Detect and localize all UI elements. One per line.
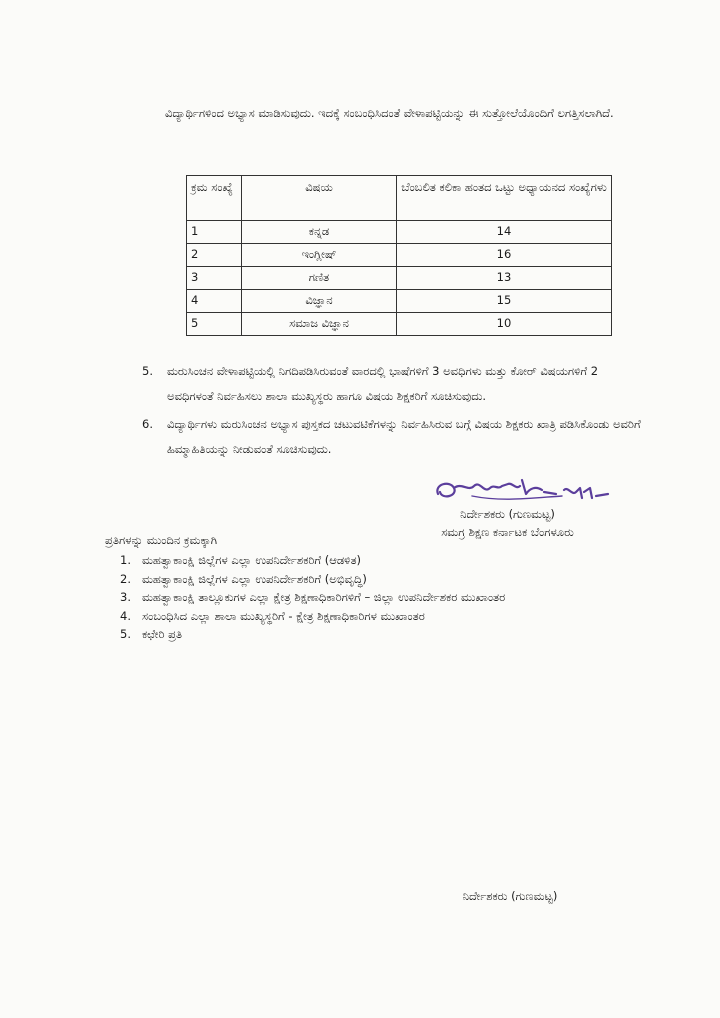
item-number: 5. xyxy=(142,364,153,378)
cell-chapters: 14 xyxy=(397,221,612,244)
cell-subject: ಕನ್ನಡ xyxy=(242,221,397,244)
cell-chapters: 10 xyxy=(397,313,612,336)
signatory-title: ನಿರ್ದೇಶಕರು (ಗುಣಮಟ್ಟ) xyxy=(460,507,555,521)
table-row xyxy=(187,267,612,290)
item-text: ಮಹತ್ವಾಕಾಂಕ್ಷಿ ತಾಲ್ಲೂಕುಗಳ ಎಲ್ಲಾ ಕ್ಷೇತ್ರ ಶಿಕ್ಷಣಾಧಿಕಾರಿಗಳಿಗೆ – ಜಿಲ್ಲಾ ಉಪನಿರ್ದೇಶಕರ ಮುಖಾಂತರ xyxy=(142,590,506,604)
handwritten-signature xyxy=(432,474,612,508)
item-number: 5. xyxy=(120,627,131,641)
cell-subject: ಸಮಾಜ ವಿಜ್ಞಾನ xyxy=(242,313,397,336)
table-row xyxy=(187,313,612,336)
table-row xyxy=(187,290,612,313)
subject-table xyxy=(186,175,612,336)
cell-chapters: 15 xyxy=(397,290,612,313)
list-item xyxy=(120,551,620,570)
cell-serial: 1 xyxy=(187,221,242,244)
list-item xyxy=(142,412,642,462)
list-item xyxy=(120,607,620,626)
item-number: 4. xyxy=(120,608,131,623)
item-text: ವಿದ್ಯಾರ್ಥಿಗಳು ಮರುಸಿಂಚನ ಅಭ್ಯಾಸ ಪುಸ್ತಕದ ಚಟುವಟಿಕೆಗಳನ್ನು ನಿರ್ವಹಿಸಿರುವ ಬಗ್ಗೆ ವಿಷಯ ಶಿಕ್ಷಕರು ಖಾತ್ರಿ ಪಡಿಸಿಕೊಂಡು ಅವರಿಗೆ ಹಿಮ್ಮಾಹಿತಿಯನ್ನು ನೀಡುವಂತೆ ಸೂಚಿಸುವುದು. xyxy=(167,417,641,456)
header-subject: ವಿಷಯ xyxy=(242,176,397,221)
footer-signatory: ನಿರ್ದೇಶಕರು (ಗುಣಮಟ್ಟ) xyxy=(462,889,558,903)
item-number: 3. xyxy=(120,590,131,604)
item-text: ಕಛೇರಿ ಪ್ರತಿ xyxy=(142,627,183,641)
item-text: ಸಂಬಂಧಿಸಿದ ಎಲ್ಲಾ ಶಾಲಾ ಮುಖ್ಯಸ್ಥರಿಗೆ - ಕ್ಷೇತ್ರ ಶಿಕ್ಷಣಾಧಿಕಾರಿಗಳ ಮುಖಾಂತರ xyxy=(142,608,425,623)
header-serial: ಕ್ರಮ ಸಂಖ್ಯೆ xyxy=(187,176,242,221)
item-number: 2. xyxy=(120,571,131,586)
copies-heading: ಪ್ರತಿಗಳನ್ನು ಮುಂದಿನ ಕ್ರಮಕ್ಕಾಗಿ xyxy=(105,533,218,547)
table-header-row xyxy=(187,176,612,221)
list-item xyxy=(120,570,620,589)
header-chapters: ಬೆಂಬಲಿತ ಕಲಿಕಾ ಹಂತದ ಒಟ್ಟು ಅಧ್ಯಾಯನದ ಸಂಖ್ಯೆಗಳು xyxy=(397,176,612,221)
list-item xyxy=(120,625,620,644)
cell-serial: 4 xyxy=(187,290,242,313)
item-text: ಮಹತ್ವಾಕಾಂಕ್ಷಿ ಜಿಲ್ಲೆಗಳ ಎಲ್ಲಾ ಉಪನಿರ್ದೇಶಕರಿಗೆ (ಅಭಿವೃದ್ಧಿ) xyxy=(142,571,367,586)
signatory-block xyxy=(420,505,595,541)
instruction-list xyxy=(142,359,642,465)
cell-chapters: 16 xyxy=(397,244,612,267)
table-row xyxy=(187,244,612,267)
cell-subject: ಇಂಗ್ಲೀಷ್ xyxy=(242,244,397,267)
intro-paragraph: ವಿದ್ಯಾರ್ಥಿಗಳಿಂದ ಅಭ್ಯಾಸ ಮಾಡಿಸುವುದು. ಇದಕ್ಕೆ ಸಂಬಂಧಿಸಿದಂತೆ ವೇಳಾಪಟ್ಟಿಯನ್ನು ಈ ಸುತ್ತೋಲೆಯೊಂದಿಗೆ ಲಗತ್ತಿಸಲಾಗಿದೆ. xyxy=(165,106,614,120)
cell-chapters: 13 xyxy=(397,267,612,290)
item-number: 1. xyxy=(120,553,131,567)
list-item xyxy=(142,359,642,409)
table-row xyxy=(187,221,612,244)
cell-subject: ವಿಜ್ಞಾನ xyxy=(242,290,397,313)
item-number: 6. xyxy=(142,417,153,431)
cell-serial: 2 xyxy=(187,244,242,267)
item-text: ಮಹತ್ವಾಕಾಂಕ್ಷಿ ಜಿಲ್ಲೆಗಳ ಎಲ್ಲಾ ಉಪನಿರ್ದೇಶಕರಿಗೆ (ಆಡಳಿತ) xyxy=(142,553,362,567)
cell-serial: 5 xyxy=(187,313,242,336)
cell-serial: 3 xyxy=(187,267,242,290)
cell-subject: ಗಣಿತ xyxy=(242,267,397,290)
item-text: ಮರುಸಿಂಚನ ವೇಳಾಪಟ್ಟಿಯಲ್ಲಿ ನಿಗದಿಪಡಿಸಿರುವಂತೆ ವಾರದಲ್ಲಿ ಭಾಷೆಗಳಿಗೆ 3 ಅವಧಿಗಳು ಮತ್ತು ಕೋರ್ ವಿಷಯಗಳಿಗೆ 2 ಅವಧಿಗಳಂತೆ ನಿರ್ವಹಿಸಲು ಶಾಲಾ ಮುಖ್ಯಸ್ಥರು ಹಾಗೂ ವಿಷಯ ಶಿಕ್ಷಕರಿಗೆ ಸೂಚಿಸುವುದು. xyxy=(167,364,599,403)
copies-list xyxy=(120,551,620,644)
list-item xyxy=(120,588,620,607)
signatory-office: ಸಮಗ್ರ ಶಿಕ್ಷಣ ಕರ್ನಾಟಕ ಬೆಂಗಳೂರು xyxy=(441,525,574,539)
